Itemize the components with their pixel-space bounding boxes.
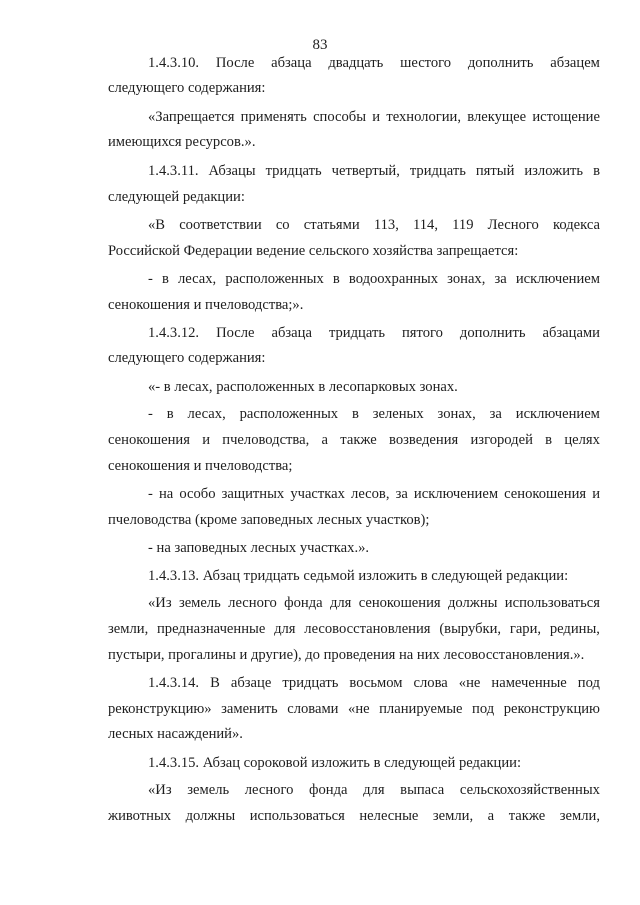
word: сенокошения: [504, 486, 587, 502]
word: лесного: [228, 595, 277, 611]
text-line: [148, 54, 600, 72]
word: После: [216, 325, 255, 341]
word: 114,: [413, 217, 438, 233]
word: абзаца: [271, 55, 312, 71]
text-line: - на заповедных лесных участках.».: [148, 540, 370, 556]
word: реконструкцию: [503, 701, 600, 717]
text-line: [148, 324, 600, 342]
word: также: [340, 432, 377, 448]
word: сельскохозяйственных: [459, 782, 600, 798]
word: 119: [452, 217, 474, 233]
word: истощение: [532, 109, 600, 125]
word: должны: [447, 595, 498, 611]
word: словами: [287, 701, 339, 717]
text-line: [108, 431, 600, 449]
page-number: 83: [312, 37, 328, 53]
word: в: [545, 432, 553, 448]
word: и: [202, 432, 211, 448]
text-line: [148, 216, 600, 234]
word: лесов,: [351, 486, 390, 502]
word: исключением: [515, 406, 600, 422]
text-line: пустыри, прогалины и другие), до проведения на них лесовосстановления.».: [108, 647, 585, 663]
word: В: [210, 675, 220, 691]
word: слова: [413, 675, 448, 691]
word: тридцать: [265, 163, 322, 179]
word: для: [274, 621, 296, 637]
text-line: [148, 108, 600, 126]
word: реконструкцию»: [108, 701, 212, 717]
text-line: [148, 781, 600, 799]
word: тридцать: [282, 675, 339, 691]
word: земель: [187, 782, 230, 798]
text-line: 1.4.3.13. Абзац тридцать седьмой изложить в следующей редакции:: [148, 568, 569, 584]
text-line: сенокошения и пчеловодства;».: [108, 297, 304, 313]
word: участках: [290, 486, 345, 502]
word: для: [329, 595, 352, 611]
word: лесного: [244, 782, 294, 798]
word: расположенных: [239, 406, 339, 422]
word: «не: [458, 675, 481, 691]
word: статьями: [303, 217, 360, 233]
word: технологии,: [386, 109, 462, 125]
word: под: [577, 675, 600, 691]
word: исключением: [413, 486, 499, 502]
word: тридцать: [328, 325, 385, 341]
word: на: [158, 486, 174, 502]
text-line: [108, 700, 600, 718]
word: влекущее: [467, 109, 527, 125]
word: дополнить: [467, 55, 534, 71]
text-line: [148, 485, 600, 503]
word: абзаце: [230, 675, 272, 691]
word: в: [593, 163, 600, 179]
word: четвертый,: [331, 163, 400, 179]
word: дополнить: [459, 325, 526, 341]
text-line: следующей редакции:: [108, 189, 245, 205]
word: пятый: [475, 163, 515, 179]
word: фонда: [309, 782, 348, 798]
word: «не: [348, 701, 370, 717]
word: сенокошения: [358, 595, 441, 611]
word: под: [472, 701, 495, 717]
text-line: Российской Федерации ведение сельского хозяйства запрещается:: [108, 243, 519, 259]
word: «Из: [148, 595, 172, 611]
text-line: 1.4.3.15. Абзац сороковой изложить в следующей редакции:: [148, 755, 522, 771]
word: заменить: [221, 701, 278, 717]
word: тридцать: [409, 163, 466, 179]
word: -: [148, 271, 153, 287]
text-line: [148, 674, 600, 692]
word: а: [487, 808, 495, 824]
word: использоваться: [249, 808, 345, 824]
word: изгородей: [470, 432, 533, 448]
text-line: [108, 807, 600, 825]
word: в: [351, 406, 359, 422]
word: 1.4.3.11.: [148, 163, 199, 179]
word: пятого: [401, 325, 443, 341]
word: -: [148, 486, 153, 502]
word: исключением: [515, 271, 600, 287]
word: нелесные: [359, 808, 419, 824]
word: за: [395, 486, 408, 502]
word: шестого: [400, 55, 452, 71]
word: зонах,: [437, 406, 476, 422]
word: редины,: [549, 621, 600, 637]
word: зеленых: [372, 406, 424, 422]
word: «В: [148, 217, 166, 233]
word: за: [489, 406, 502, 422]
word: 1.4.3.14.: [148, 675, 200, 691]
word: водоохранных: [348, 271, 439, 287]
word: зонах,: [447, 271, 486, 287]
word: 113,: [373, 217, 399, 233]
word: применять: [240, 109, 307, 125]
word: лесовосстановления: [304, 621, 431, 637]
word: а: [321, 432, 329, 448]
word: кодекса: [552, 217, 600, 233]
word: земли,: [108, 621, 149, 637]
word: возведения: [389, 432, 459, 448]
word: особо: [179, 486, 216, 502]
word: и: [592, 486, 600, 502]
word: абзаца: [271, 325, 312, 341]
word: защитных: [221, 486, 285, 502]
word: за: [494, 271, 507, 287]
text-line: сенокошения и пчеловодства;: [108, 458, 293, 474]
word: выпаса: [400, 782, 445, 798]
word: После: [215, 55, 255, 71]
word: лесах,: [187, 406, 226, 422]
word: -: [148, 406, 153, 422]
text-line: имеющихся ресурсов.».: [108, 134, 256, 150]
word: сенокошения: [108, 432, 190, 448]
word: восьмом: [349, 675, 403, 691]
word: пчеловодства,: [222, 432, 310, 448]
text-line: следующего содержания:: [108, 80, 266, 96]
text-line: [148, 162, 600, 180]
text-line: пчеловодства (кроме заповедных лесных участков);: [108, 512, 430, 528]
word: животных: [108, 808, 172, 824]
text-line: лесных насаждений».: [108, 726, 243, 742]
word: Лесного: [487, 217, 539, 233]
word: 1.4.3.12.: [148, 325, 200, 341]
word: двадцать: [328, 55, 384, 71]
word: абзацем: [550, 55, 600, 71]
word: (вырубки,: [439, 621, 502, 637]
word: Абзацы: [208, 163, 256, 179]
word: со: [275, 217, 290, 233]
word: соответствии: [179, 217, 262, 233]
word: намеченные: [491, 675, 567, 691]
text-line: [108, 620, 600, 638]
word: также: [508, 808, 546, 824]
word: использоваться: [504, 595, 600, 611]
word: лесах,: [178, 271, 217, 287]
word: земли,: [559, 808, 600, 824]
word: предназначенные: [157, 621, 266, 637]
word: должны: [185, 808, 236, 824]
word: изложить: [524, 163, 584, 179]
word: земель: [178, 595, 221, 611]
text-line: [148, 405, 600, 423]
word: «Запрещается: [148, 109, 235, 125]
text-line: [148, 270, 600, 288]
word: планируемые: [379, 701, 463, 717]
word: «Из: [148, 782, 172, 798]
word: земли,: [432, 808, 474, 824]
word: для: [363, 782, 385, 798]
word: целях: [564, 432, 600, 448]
word: в: [332, 271, 340, 287]
word: гари,: [509, 621, 542, 637]
word: способы: [313, 109, 367, 125]
word: 1.4.3.10.: [148, 55, 200, 71]
text-line: «- в лесах, расположенных в лесопарковых зонах.: [148, 379, 458, 395]
word: и: [372, 109, 381, 125]
text-line: следующего содержания:: [108, 350, 266, 366]
word: в: [166, 406, 174, 422]
text-line: [148, 594, 600, 612]
word: абзацами: [542, 325, 600, 341]
word: в: [161, 271, 169, 287]
word: расположенных: [225, 271, 324, 287]
word: фонда: [284, 595, 323, 611]
